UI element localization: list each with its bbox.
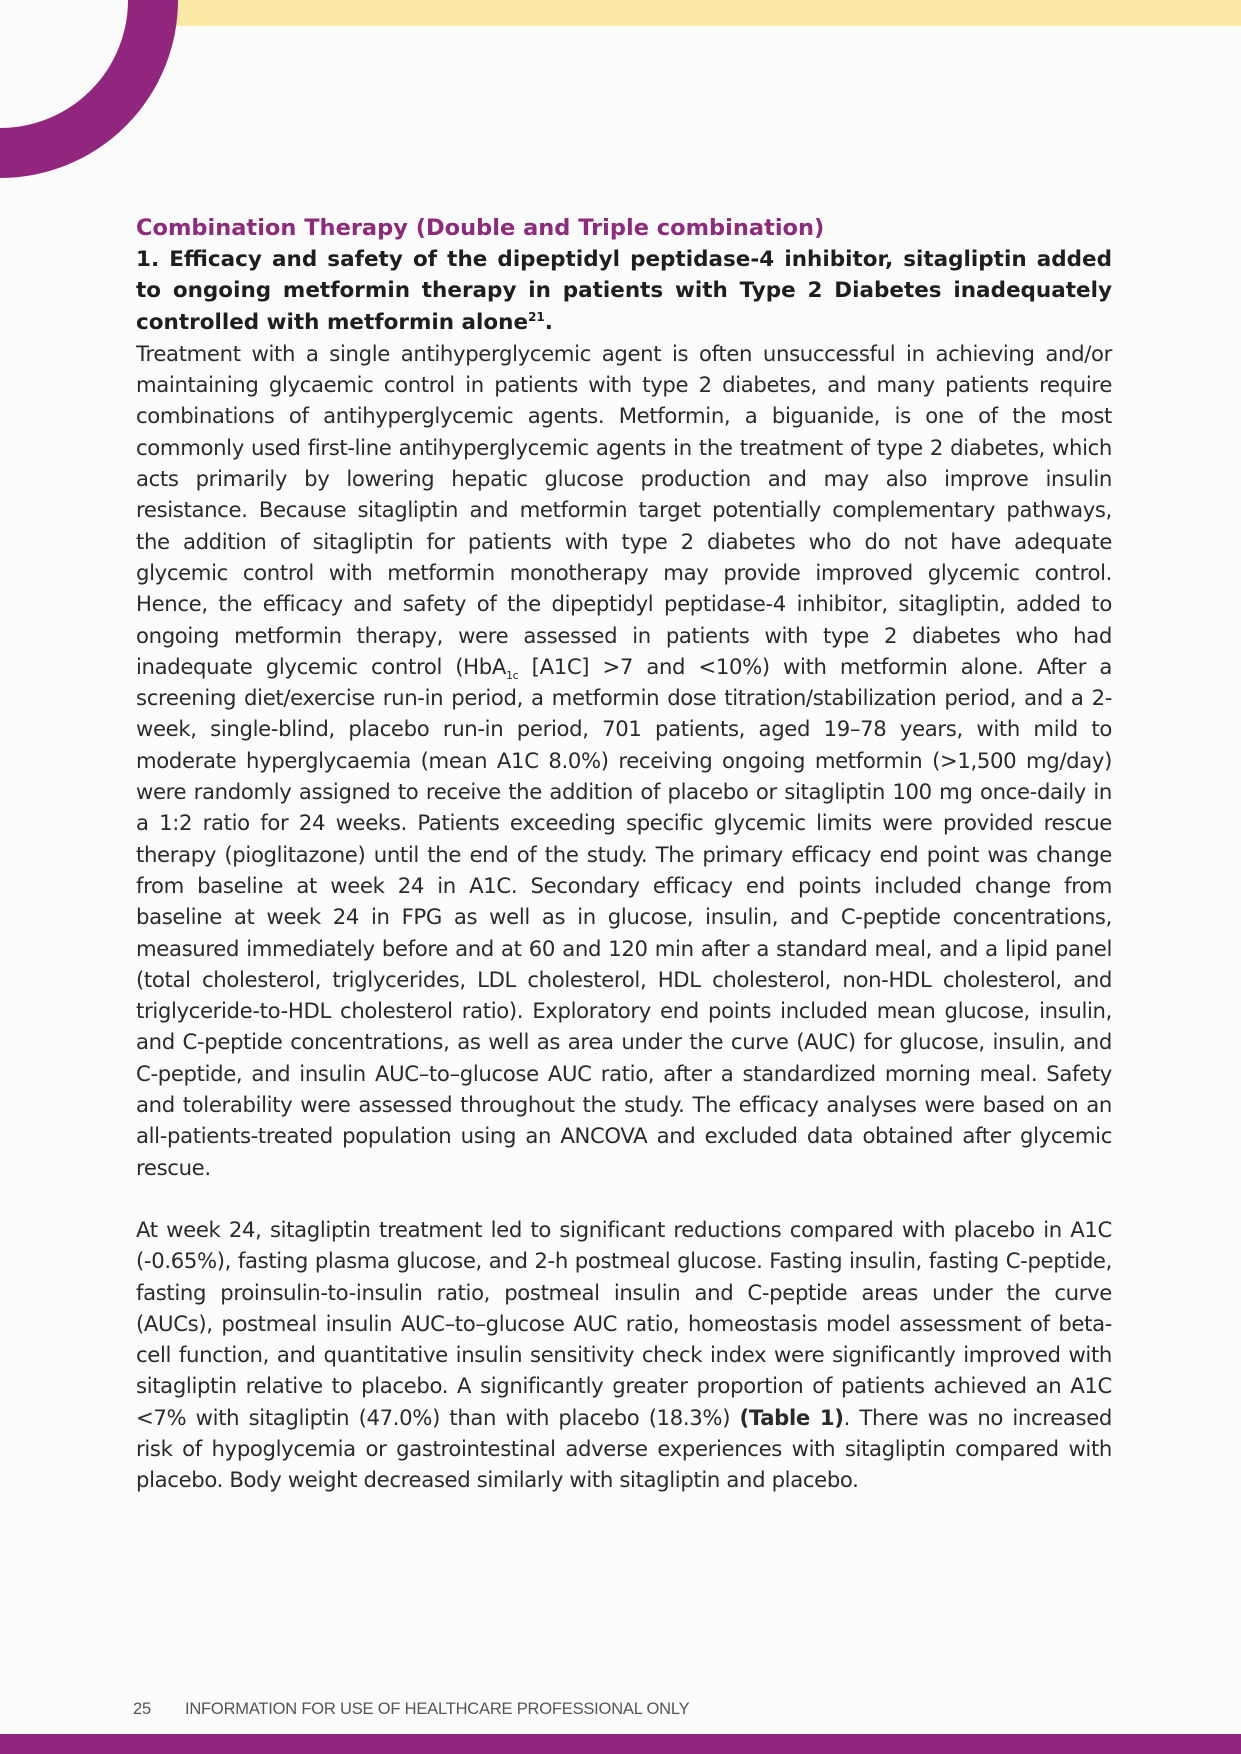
page-content [136,212,1112,1496]
body-paragraph-2: At week 24, sitagliptin treatment led to significant reductions compared with placebo in A1C (-0.65%), fasting plasma glucose, and 2-h postmeal glucose. Fasting insulin, fasting C-peptide, fasting proinsulin-to-insulin ratio, postmeal insulin and C-peptide areas under the curve (AUCs), postmeal insulin AUC–to–glucose AUC ratio, homeostasis model assessment of beta-cell function, and quantitative insulin sensitivity check index were significantly improved with sitagliptin relative to placebo. A significantly greater proportion of patients achieved an A1C <7% with sitagliptin (47.0%) than with placebo (18.3%) (Table 1). There was no increased risk of hypoglycemia or gastrointestinal adverse experiences with sitagliptin compared with placebo. Body weight decreased similarly with sitagliptin and placebo. [136,1216,1112,1493]
hba1c-subscript: 1c [506,669,519,683]
page-number: 25 [133,1700,151,1718]
paragraph-gap [136,1183,1112,1214]
body-paragraph-1: Treatment with a single antihyperglycemic agent is often unsuccessful in achieving and/or maintaining glycaemic control in patients with type 2 diabetes, and many patients require combinations of antihyperglycemic agents. Metformin, a biguanide, is one of the most commonly used first-line antihyperglycemic agents in the treatment of type 2 diabetes, which acts primarily by lowering hepatic glucose production and may also improve insulin resistance. Because sitagliptin and metformin target potentially complementary pathways, the addition of sitagliptin for patients with type 2 diabetes who do not have adequate glycemic control with metformin monotherapy may provide improved glycemic control. Hence, the efficacy and safety of the dipeptidyl peptidase-4 inhibitor, sitagliptin, added to ongoing metformin therapy, were assessed in patients with type 2 diabetes who had inadequate glycemic control (HbA$_{1c}$ [A1C] >7 and <10%) with metformin alone. After a screening diet/exercise run-in period, a metformin dose titration/stabilization period, and a 2-week, single-blind, placebo run-in period, 701 patients, aged 19–78 years, with mild to moderate hyperglycaemia (mean A1C 8.0%) receiving ongoing metformin (>1,500 mg/day) were randomly assigned to receive the addition of placebo or sitagliptin 100 mg once-daily in a 1:2 ratio for 24 weeks. Patients exceeding specific glycemic limits were provided rescue therapy (pioglitazone) until the end of the study. The primary efficacy end point was change from baseline at week 24 in A1C. Secondary efficacy end points included change from baseline at week 24 in FPG as well as in glucose, insulin, and C-peptide concentrations, measured immediately before and at 60 and 120 min after a standard meal, and a lipid panel (total cholesterol, triglycerides, LDL cholesterol, HDL cholesterol, non-HDL cholesterol, and triglyceride-to-HDL cholesterol ratio). Exploratory end points included mean glucose, insulin, and C-peptide concentrations, as well as area under the curve (AUC) for glucose, insulin, and C-peptide, and insulin AUC–to–glucose AUC ratio, after a standardized morning meal. Safety and tolerability were assessed throughout the study. The efficacy analyses were based on an all-patients-treated population using an ANCOVA and excluded data obtained after glycemic rescue. [136,340,1112,1180]
study-title: 1. Efficacy and safety of the dipeptidyl peptidase-4 inhibitor, sitagliptin added to ongoing metformin therapy in patients with Type 2 Diabetes inadequately controlled with metformin alone$^{21}$. [136,247,1112,335]
top-decorative-bar [160,0,1241,26]
footer-notice: INFORMATION FOR USE OF HEALTHCARE PROFESSIONAL ONLY [184,1700,690,1718]
study-title-text: 1. Efficacy and safety of the dipeptidyl peptidase-4 inhibitor, sitagliptin added to ongoing metformin therapy in patients with Type 2 Diabetes inadequately controlled with metformin alone [136,247,1112,335]
corner-ring-decoration [0,0,178,178]
section-title: Combination Therapy (Double and Triple combination) [136,215,825,241]
table-reference: (Table 1) [739,1404,844,1430]
reference-superscript: 21 [528,309,545,324]
bottom-decorative-bar [0,1734,1241,1754]
page-footer [133,1700,689,1719]
